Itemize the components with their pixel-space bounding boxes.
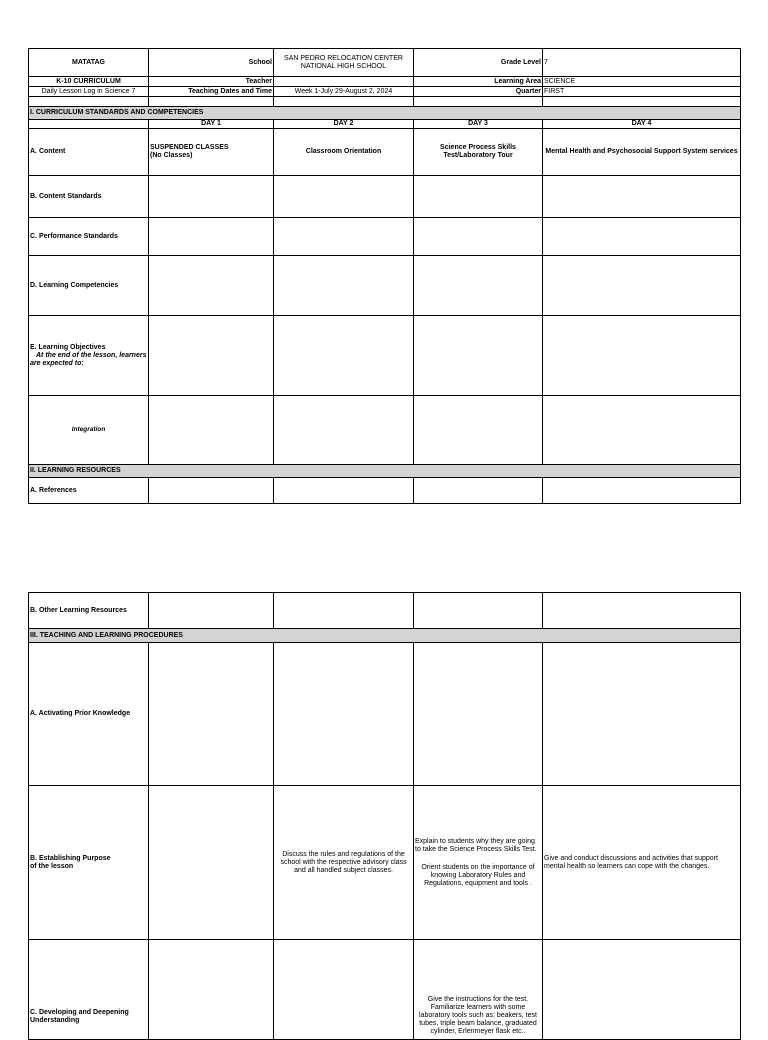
day-1-header: DAY 1 <box>149 120 274 129</box>
section-procedures-row <box>29 629 741 643</box>
quarter-label: Quarter <box>414 87 543 97</box>
section-curriculum-row <box>29 107 741 120</box>
performance-standards-label: C. Performance Standards <box>29 218 149 256</box>
log-title: Daily Lesson Log in Science 7 <box>29 87 149 97</box>
content-day3: Science Process Skills Test/Laboratory Tour <box>414 129 543 176</box>
lesson-log-table-page2 <box>28 592 741 1040</box>
establishing-purpose-row <box>29 786 741 940</box>
day-header-blank <box>29 120 149 129</box>
content-day1 <box>149 129 274 176</box>
content-day2: Classroom Orientation <box>274 129 414 176</box>
performance-standards-row <box>29 218 741 256</box>
teaching-dates-label: Teaching Dates and Time <box>149 87 274 97</box>
activating-prior-knowledge-label: A. Activating Prior Knowledge <box>29 643 149 786</box>
establishing-purpose-day3-b: Orient students on the importance of knowing Laboratory Rules and Regulations, equipment and tools . <box>421 863 535 887</box>
day-4-header: DAY 4 <box>543 120 741 129</box>
content-label: A. Content <box>29 129 149 176</box>
activating-prior-knowledge-row <box>29 643 741 786</box>
learning-area-label: Learning Area <box>414 77 543 87</box>
quarter-value: FIRST <box>543 87 741 97</box>
header-row-teacher <box>29 77 741 87</box>
content-standards-row <box>29 176 741 218</box>
teaching-dates-value: Week 1-July 29-August 2, 2024 <box>274 87 414 97</box>
establishing-purpose-day3-a: Explain to students why they are going to take the Science Process Skills Test. <box>415 837 537 853</box>
learning-objectives-sub: At the end of the lesson, learners are expected to: <box>30 351 147 367</box>
curriculum-label: K-10 CURRICULUM <box>29 77 149 87</box>
other-resources-row <box>29 593 741 629</box>
section-resources-title: II. LEARNING RESOURCES <box>29 465 741 478</box>
learning-area-value: SCIENCE <box>543 77 741 87</box>
day-header-row <box>29 120 741 129</box>
grade-level-value: 7 <box>543 49 741 77</box>
spacer-row <box>29 97 741 107</box>
section-curriculum-title: I. CURRICULUM STANDARDS AND COMPETENCIES <box>29 107 741 120</box>
establishing-purpose-day2: Discuss the rules and regulations of the school with the respective advisory class and all handled subject classes. <box>274 786 414 940</box>
establishing-purpose-day4: Give and conduct discussions and activities that support mental health so learners can cope with the changes. <box>543 786 741 940</box>
learning-objectives-cell <box>29 316 149 396</box>
learning-competencies-label: D. Learning Competencies <box>29 256 149 316</box>
school-value: SAN PEDRO RELOCATION CENTER NATIONAL HIGH SCHOOL <box>274 49 414 77</box>
matatag-title: MATATAG <box>29 49 149 77</box>
lesson-log-table-page1 <box>28 48 741 504</box>
establishing-purpose-day3 <box>414 786 543 940</box>
learning-objectives-label: E. Learning Objectives <box>30 343 106 351</box>
grade-level-label: Grade Level <box>414 49 543 77</box>
section-procedures-title: III. TEACHING AND LEARNING PROCEDURES <box>29 629 741 643</box>
teacher-value <box>274 77 414 87</box>
developing-understanding-label: C. Developing and Deepening Understanding <box>29 940 149 1040</box>
integration-row <box>29 396 741 465</box>
other-resources-label: B. Other Learning Resources <box>29 593 149 629</box>
teacher-label: Teacher <box>149 77 274 87</box>
content-standards-label: B. Content Standards <box>29 176 149 218</box>
developing-understanding-row <box>29 940 741 1040</box>
references-label: A. References <box>29 478 149 504</box>
content-row <box>29 129 741 176</box>
day-2-header: DAY 2 <box>274 120 414 129</box>
header-row-dates <box>29 87 741 97</box>
integration-label: Integration <box>29 396 149 465</box>
developing-understanding-day3: Give the instructions for the test. Familiarize learners with some laboratory tools such as: beakers, test tubes, triple beam balance, graduated cylinder, Erlenmeyer flask etc.. <box>414 940 543 1040</box>
day-3-header: DAY 3 <box>414 120 543 129</box>
establishing-purpose-label: B. Establishing Purpose of the lesson <box>29 786 149 940</box>
header-row-school <box>29 49 741 77</box>
content-day1-text: SUSPENDED CLASSES (No Classes) <box>150 144 229 159</box>
section-resources-row <box>29 465 741 478</box>
learning-competencies-row <box>29 256 741 316</box>
content-day4: Mental Health and Psychosocial Support System services <box>543 129 741 176</box>
school-label: School <box>149 49 274 77</box>
references-row <box>29 478 741 504</box>
learning-objectives-row <box>29 316 741 396</box>
